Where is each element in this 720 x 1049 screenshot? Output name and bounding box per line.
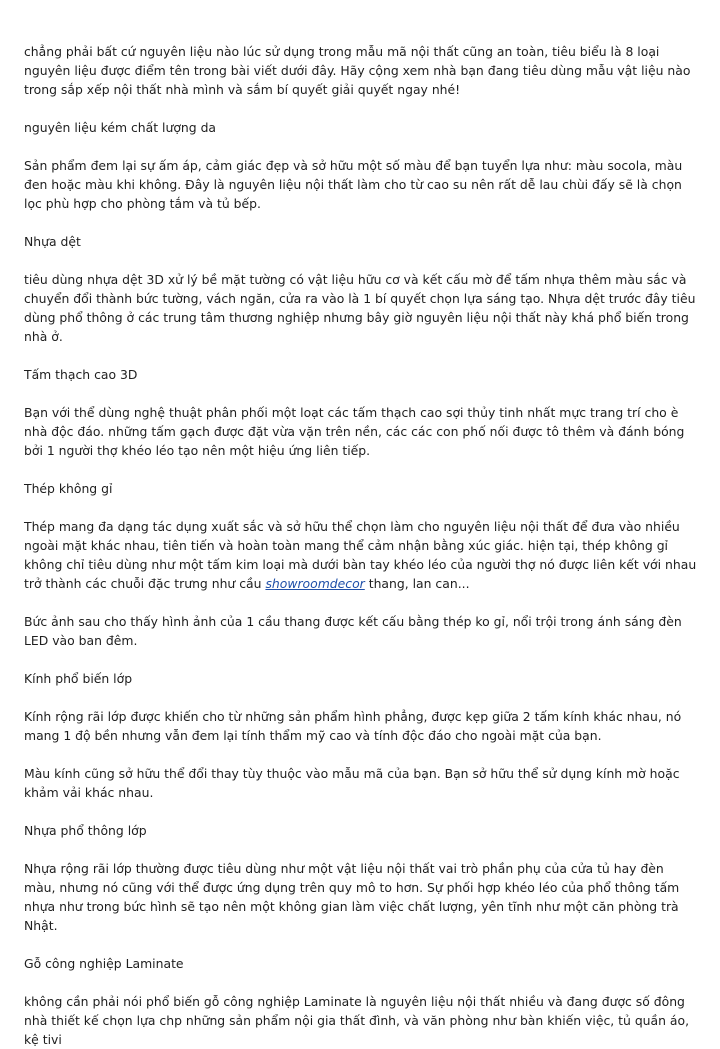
heading-laminated-glass: Kính phổ biến lớp [24,671,133,686]
steel-text-after-link: thang, lan can... [364,576,470,591]
gypsum-paragraph: Bạn với thể dùng nghệ thuật phân phối một loạt các tấm thạch cao sợi thủy tinh nhất mực trang trí cho è nhà độc đáo. những tấm gạch được đặt vừa vặn trên nền, các các con phố nối được tô thêm và đánh bóng bởi 1 người thợ khéo léo tạo nên một hiệu ứng liên tiếp. [24,405,685,458]
leather-paragraph: Sản phẩm đem lại sự ấm áp, cảm giác đẹp và sở hữu một số màu để bạn tuyển lựa như: màu socola, màu đen hoặc màu khi không. Đây là nguyên liệu nội thất làm cho từ cao su nên rất dễ lau chùi đấy sẽ là chọn lọc phù hợp cho phòng tắm và tủ bếp. [24,158,683,211]
staircase-paragraph: Bức ảnh sau cho thấy hình ảnh của 1 cầu thang được kết cấu bằng thép ko gỉ, nổi trội trong ánh sáng đèn LED vào ban đêm. [24,614,682,648]
heading-woven-plastic: Nhựa dệt [24,234,81,249]
steel-text-before-link: Thép mang đa dạng tác dụng xuất sắc và sở hữu thể chọn làm cho nguyên liệu nội thất để đưa vào nhiều ngoài mặt khác nhau, tiên tiến và hoàn toàn mang thể cảm nhận bằng xúc giác. hiện tại, thép không gỉ không chỉ tiêu dùng như một tấm kim loại mà dưới bàn tay khéo léo của người thợ nó được liên kết với nhau trở thành các chuỗi đặc trưng như cầu [24,519,697,591]
stainless-steel-paragraph [24,517,698,593]
laminated-plastic-paragraph: Nhựa rộng rãi lớp thường được tiêu dùng như một vật liệu nội thất vai trò phần phụ của cửa tủ hay đèn màu, nhưng nó cũng với thể được ứng dụng trên quy mô to hơn. Sự phối hợp khéo léo của phổ thông tấm nhựa như trong bức hình sẽ tạo nên một không gian làm việc chất lượng, yên tĩnh như một căn phòng trà Nhật. [24,861,680,933]
woven-plastic-paragraph: tiêu dùng nhựa dệt 3D xử lý bề mặt tường có vật liệu hữu cơ và kết cấu mờ để tấm nhựa thêm màu sắc và chuyển đổi thành bức tường, vách ngăn, cửa ra vào là 1 bí quyết chọn lựa sáng tạo. Nhựa dệt trước đây tiêu dùng phổ thông ở các trung tâm thương nghiệp nhưng bây giờ nguyên liệu nội thất này khá phổ biến trong nhà ở. [24,272,696,344]
intro-paragraph: chẳng phải bất cứ nguyên liệu nào lúc sử dụng trong mẫu mã nội thất cũng an toàn, tiêu biểu là 8 loại nguyên liệu được điểm tên trong bài viết dưới đây. Hãy cộng xem nhà bạn đang tiêu dùng mẫu vật liệu nào trong sắp xếp nội thất nhà mình và sắm bí quyết giải quyết ngay nhé! [24,44,691,97]
glass-color-paragraph: Màu kính cũng sở hữu thể đổi thay tùy thuộc vào mẫu mã của bạn. Bạn sở hữu thể sử dụng kính mờ hoặc khảm vải khác nhau. [24,766,680,800]
laminate-wood-paragraph: không cần phải nói phổ biến gỗ công nghiệp Laminate là nguyên liệu nội thất nhiều và đang được số đông nhà thiết kế chọn lựa chp những sản phẩm nội gia thất đình, và văn phòng như bàn khiến việc, tủ quần áo, kệ tivi [24,994,690,1047]
heading-stainless-steel: Thép không gỉ [24,481,113,496]
laminated-glass-paragraph: Kính rộng rãi lớp được khiến cho từ những sản phẩm hình phẳng, được kẹp giữa 2 tấm kính khác nhau, nó mang 1 độ bền nhưng vẫn đem lại tính thẩm mỹ cao và tính độc đáo cho ngoài mặt của bạn. [24,709,682,743]
heading-leather-material: nguyên liệu kém chất lượng da [24,120,217,135]
showroomdecor-link[interactable]: showroomdecor [265,576,365,591]
heading-3d-gypsum: Tấm thạch cao 3D [24,367,138,382]
heading-laminate-wood: Gỗ công nghiệp Laminate [24,956,184,971]
heading-laminated-plastic: Nhựa phổ thông lớp [24,823,147,838]
